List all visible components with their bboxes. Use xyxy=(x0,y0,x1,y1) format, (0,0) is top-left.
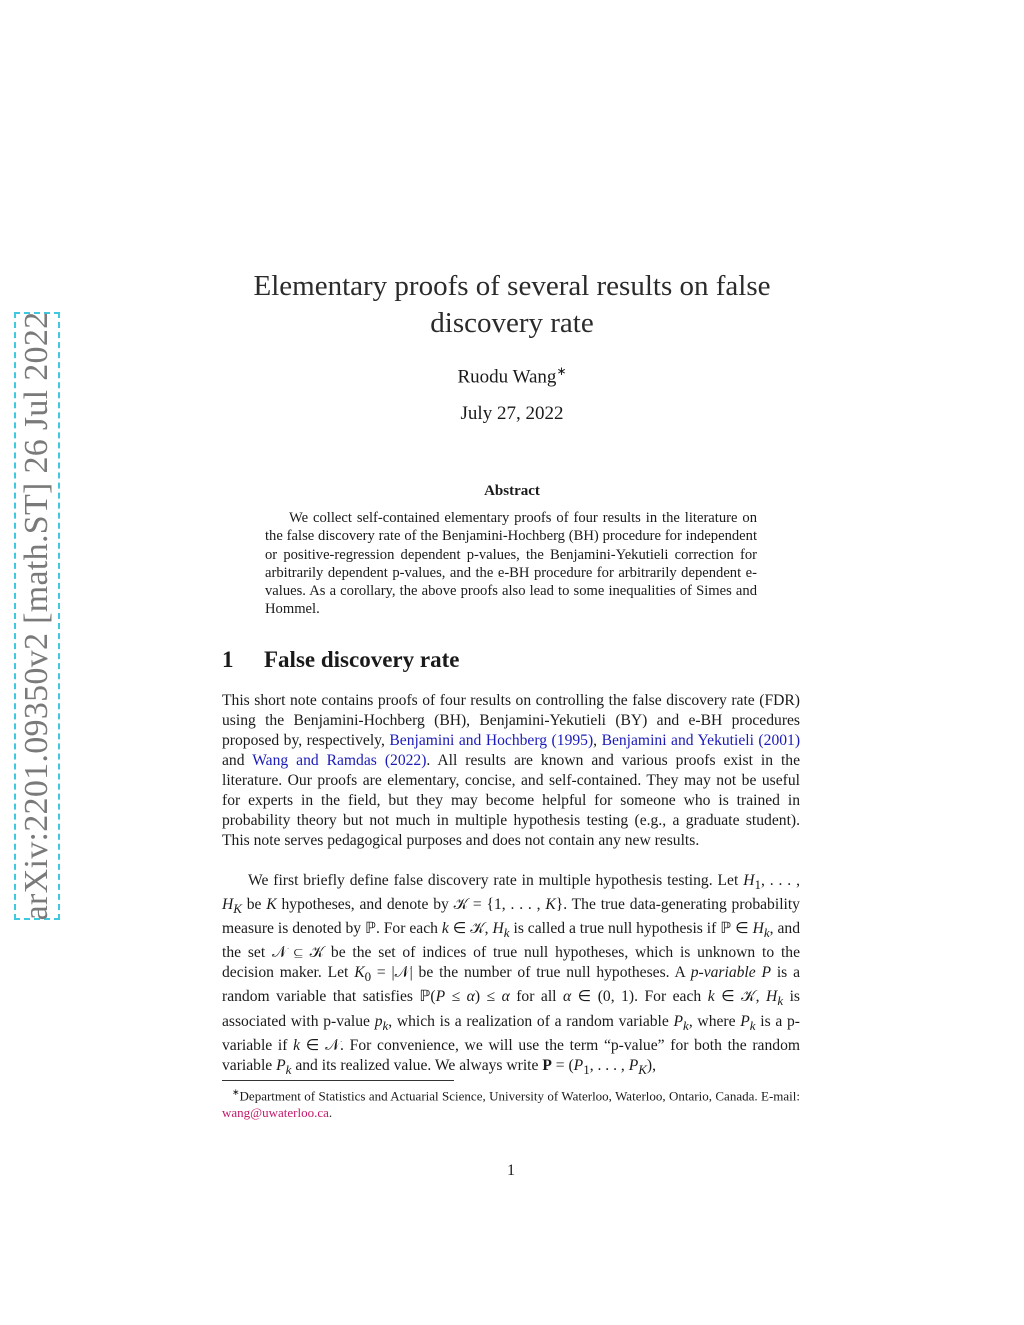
citation-wang-ramdas[interactable]: Wang and Ramdas (2022) xyxy=(252,752,427,769)
footnote-mark: ∗ xyxy=(232,1087,240,1097)
title-line-1: Elementary proofs of several results on false xyxy=(253,270,771,302)
footnote: ∗Department of Statistics and Actuarial Science, University of Waterloo, Waterloo, Ontario, Canada. E-mail: wang@uwaterloo.ca. xyxy=(222,1087,800,1121)
email-link[interactable]: wang@uwaterloo.ca xyxy=(222,1105,329,1121)
and-word: and xyxy=(222,752,245,769)
paragraph-2: We first briefly define false discovery rate in multiple hypothesis testing. Let $H_1$, . . . , $H_K$ be K hypotheses, and denote by 𝒦 = {1, . . . , K}. The true data-generating probability measure is denoted by ℙ. For each k ∈ 𝒦, $H_k$ is called a true null hypothesis if ℙ ∈ $H_k$, and the set 𝒩 ⊆ 𝒦 be the set of indices of true null hypotheses, which is unknown to the decision maker. Let $K_0$ = |𝒩| be the number of true null hypotheses. A p-variable P is a random variable that satisfies ℙ(P ≤ α) ≤ α for all α ∈ (0, 1). For each k ∈ 𝒦, $H_k$ is associated with p-value $p_k$, which is a realization of a random variable $P_k$, where $P_k$ is a p-variable if k ∈ 𝒩. For convenience, we will use the term “p-value” for both the random variable $P_k$ and its realized value. We always write $P = (P_1$, . . . , $P_K$), xyxy=(222,872,800,1077)
author xyxy=(220,364,804,388)
footnote-rule xyxy=(222,1080,454,1081)
author-footnote-mark[interactable]: ∗ xyxy=(556,364,567,378)
arxiv-identifier: arXiv:2201.09350v2 [math.ST] 26 Jul 2022 xyxy=(18,311,55,921)
section-title: False discovery rate xyxy=(264,647,460,672)
paper-date: July 27, 2022 xyxy=(460,403,564,424)
paragraph-1: This short note contains proofs of four results on controlling the false discovery rate (FDR) using the Benjamini-Hochberg (BH), Benjamini-Yekutieli (BY) and e-BH procedures proposed by, respectively, Benjamini and Hochberg (1995), Benjamini and Yekutieli (2001) and Wang and Ramdas (2022). All results are known and various proofs exist in the literature. Our proofs are elementary, concise, and self-contained. They may not be useful for experts in the field, but they may become helpful for someone who is trained in probability theory but not much in multiple hypothesis testing (e.g., a graduate student). This note serves pedagogical purposes and does not contain any new results. xyxy=(222,692,801,849)
author-name: Ruodu Wang xyxy=(457,366,557,388)
paragraph-1-text: This short note contains proofs of four results on controlling the false discovery rate (FDR) using the Benjamini-Hochberg (BH), Benjamini-Yekutieli (BY) and e-BH procedures proposed by, respectively, xyxy=(222,692,800,749)
footnote-text: Department of Statistics and Actuarial Science, University of Waterloo, Waterloo, Ontario, Canada. E-mail: xyxy=(239,1088,800,1104)
title-line-2: discovery rate xyxy=(430,307,594,339)
abstract-body: We collect self-contained elementary proofs of four results in the literature on the false discovery rate of the Benjamini-Hochberg (BH) procedure for independent or positive-regression dependent p-values, the Benjamini-Yekutieli correction for arbitrarily dependent p-values, and the e-BH procedure for arbitrarily dependent e-values. As a corollary, the above proofs also lead to some inequalities of Simes and Hommel. xyxy=(265,510,757,618)
paragraph-1-rest: . All results are known and various proofs exist in the literature. Our proofs are elementary, concise, and self-contained. They may not be useful for experts in the field, but they may become helpful for someone who is trained in probability theory but not much in multiple hypothesis testing (e.g., a graduate student). This note serves pedagogical purposes and does not contain any new results. xyxy=(222,752,801,849)
arxiv-stamp xyxy=(14,312,60,920)
section-heading xyxy=(222,647,802,673)
citation-benjamini-yekutieli[interactable]: Benjamini and Yekutieli (2001) xyxy=(601,732,801,749)
section-number: 1 xyxy=(222,647,234,672)
paper-title xyxy=(220,268,804,342)
citation-benjamini-hochberg[interactable]: Benjamini and Hochberg (1995) xyxy=(389,732,594,749)
abstract-heading: Abstract xyxy=(484,483,540,499)
page-number: 1 xyxy=(507,1162,515,1179)
